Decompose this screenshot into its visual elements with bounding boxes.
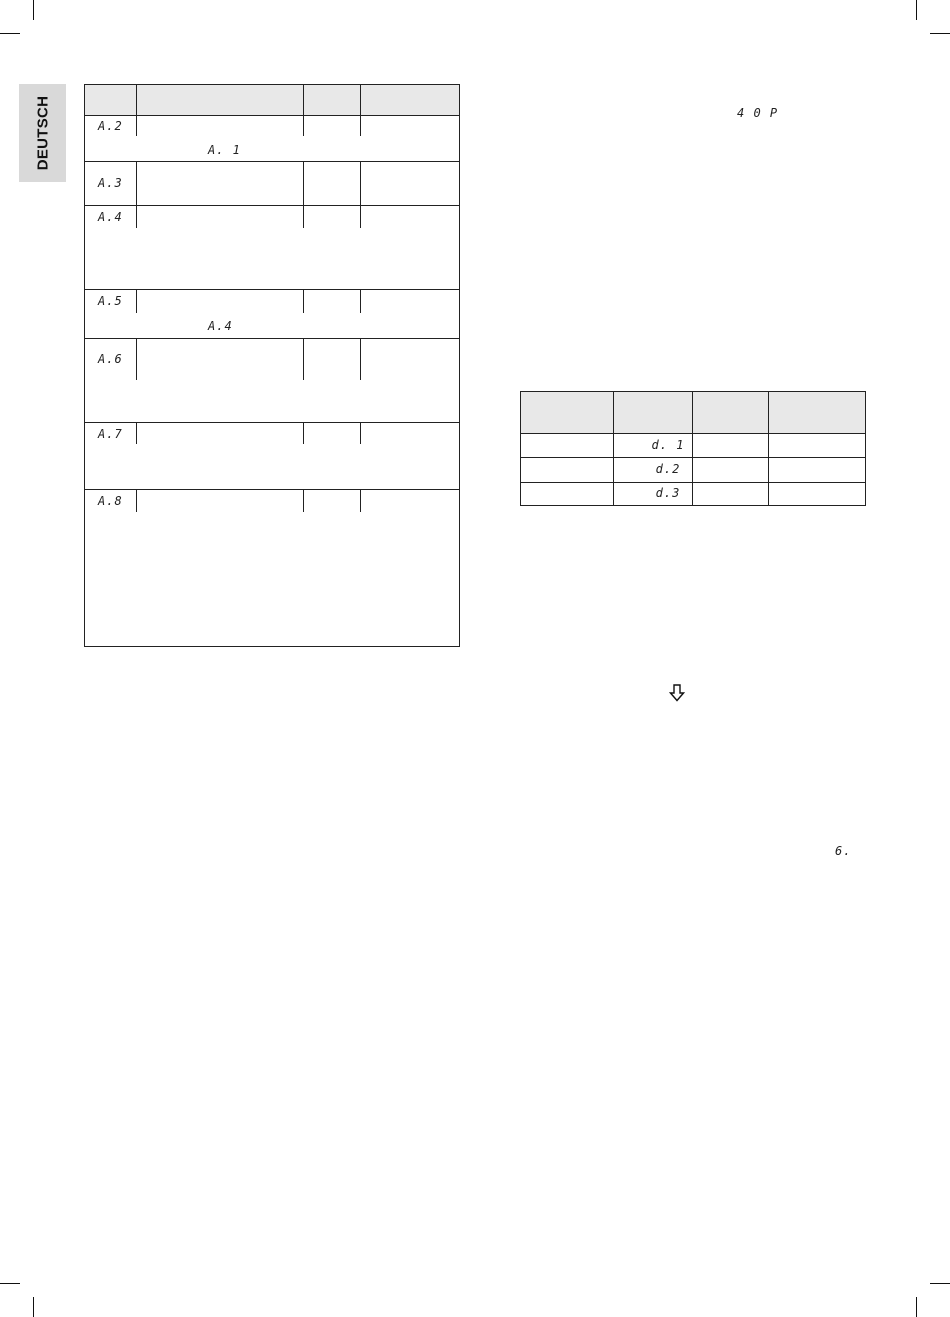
display-code: d.3 (655, 486, 681, 500)
crop-mark (930, 33, 950, 34)
language-tab (19, 84, 66, 182)
display-code: A.2 (98, 119, 123, 133)
language-tab-label: DEUTSCH (34, 95, 51, 171)
display-code: d.2 (655, 462, 681, 476)
crop-mark (916, 1297, 917, 1317)
display-code: A.4 (98, 210, 123, 224)
settings-table (84, 84, 460, 647)
down-arrow-outline-icon (669, 684, 685, 702)
display-code: 4 0 P (737, 106, 779, 120)
display-code-reference: A. 1 (208, 143, 241, 157)
display-code: d. 1 (651, 438, 685, 452)
display-code: A.3 (98, 176, 123, 190)
crop-mark (930, 1283, 950, 1284)
crop-mark (33, 1297, 34, 1317)
display-code: A.6 (98, 352, 123, 366)
display-code: 6. (835, 844, 852, 858)
display-code-reference: A.4 (208, 319, 233, 333)
display-code: A.8 (98, 494, 123, 508)
crop-mark (33, 0, 34, 20)
crop-mark (916, 0, 917, 20)
display-code: A.5 (98, 294, 123, 308)
crop-mark (0, 1283, 20, 1284)
crop-mark (0, 33, 20, 34)
display-code: A.7 (98, 427, 123, 441)
level-table (520, 391, 866, 506)
